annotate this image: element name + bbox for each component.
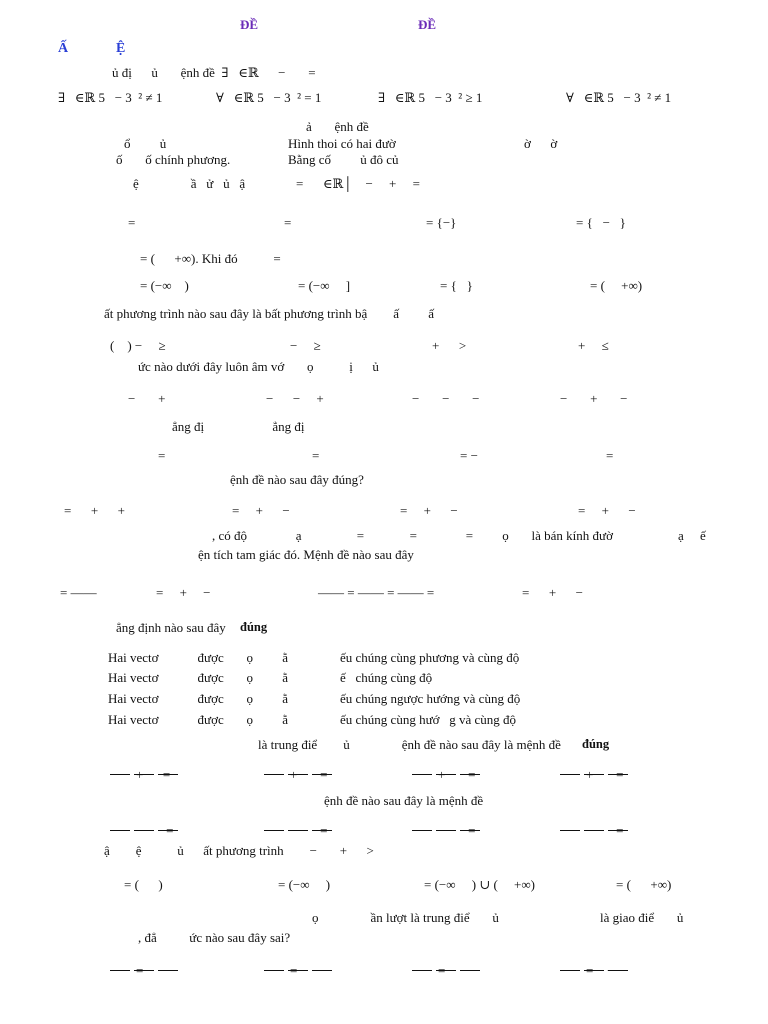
vector-operator: + = — [290, 767, 328, 782]
text-line: = + − — [578, 503, 636, 518]
text-line: ệ ầ ử ủ ậ — [133, 176, 246, 191]
text-line: ệnh đề nào sau đây đúng? — [230, 472, 364, 487]
text-line: ậ ệ ủ ất phương trình − + > — [104, 843, 374, 858]
vector-bars — [110, 960, 182, 978]
text-line: , có độ ạ = = = ọ là bán kính đườ ạ ế — [212, 528, 706, 543]
section-heading-b: Ệ — [116, 41, 126, 56]
text-line: ∀ ∈ℝ 5 − 3 ² = 1 — [216, 90, 322, 105]
text-line: = — [128, 215, 136, 230]
text-line: ( ) − ≥ — [110, 338, 166, 353]
text-line: − + — [128, 391, 166, 406]
text-line: = ( +∞) — [590, 278, 643, 293]
text-line: = — [312, 448, 320, 463]
text-line: − ≥ — [290, 338, 321, 353]
vector-operator: + = — [438, 767, 476, 782]
text-line: = — [606, 448, 614, 463]
text-line: = ∈ℝ│ − + = — [296, 176, 420, 191]
vector-operator: + = — [136, 767, 171, 782]
text-line: ất phương trình nào sau đây là bất phương trình bậ ấ ấ — [104, 306, 435, 321]
text-line: Hai vectơ được ọ ằ ế chúng cùng độ — [108, 670, 433, 685]
text-line: ọ ần lượt là trung điể ủ — [312, 910, 499, 925]
text-line: ẳng định nào sau đây — [116, 620, 230, 635]
vector-operator: = − — [438, 963, 456, 978]
vector-operator: − = — [586, 823, 624, 838]
text-line: , đẳ ức nào sau đây sai? — [138, 930, 291, 945]
text-line: ả ệnh đề — [306, 119, 369, 134]
section-heading-a: Ấ — [58, 41, 69, 56]
header-right: ĐỀ — [418, 17, 437, 32]
text-line: = ( ) — [124, 877, 163, 892]
text-line: ∃ ∈ℝ 5 − 3 ² ≠ 1 — [58, 90, 163, 105]
text-line: ức nào dưới đây luôn âm vớ ọ ị ủ — [138, 359, 379, 374]
text-line: = + − — [400, 503, 458, 518]
text-line: = (−∞ ] — [298, 278, 351, 293]
text-line: = + − — [232, 503, 290, 518]
header-left: ĐỀ — [240, 17, 259, 32]
text-line: Hai vectơ được ọ ằ ếu chúng cùng phương và cùng độ — [108, 650, 520, 665]
vector-operator: = − — [290, 963, 308, 978]
text-line: = — [284, 215, 292, 230]
text-line: là giao điể ủ — [600, 910, 684, 925]
text-line: = + − — [156, 585, 211, 600]
text-line: = — [158, 448, 166, 463]
text-line: Hai vectơ được ọ ằ ếu chúng cùng hướ g và cùng độ — [108, 712, 517, 727]
text-line: ẳng đị ẳng đị — [172, 419, 305, 434]
vector-operator: = − − — [586, 963, 615, 978]
text-line: = + − — [522, 585, 583, 600]
text-line: = ( +∞) — [616, 877, 672, 892]
text-line: = { − } — [576, 215, 626, 230]
text-line: ố ố chính phương. — [116, 152, 231, 167]
vector-operator: + = — [586, 767, 624, 782]
text-line: = { } — [440, 278, 473, 293]
text-line: ổ ủ — [124, 136, 167, 151]
text-line: Hình thoi có hai đườ — [288, 136, 396, 151]
text-line: − − + — [266, 391, 324, 406]
text-line: = ( +∞). Khi đó = — [140, 251, 281, 266]
text-line: Hai vectơ được ọ ằ ếu chúng ngược hướng và cùng độ — [108, 691, 521, 706]
text-line: ờ ờ — [524, 136, 558, 151]
bold-word-dung-1: đúng — [240, 620, 268, 634]
text-line: = (−∞ ) — [140, 278, 189, 293]
text-line: = —— — [60, 585, 97, 600]
vector-operator: − = — [136, 823, 174, 838]
text-line: —— = —— = —— = — [318, 585, 435, 600]
text-line: ∃ ∈ℝ 5 − 3 ² ≥ 1 — [378, 90, 483, 105]
vector-operator: − = — [290, 823, 328, 838]
vector-operator: = — [136, 963, 144, 978]
text-line: − + − — [560, 391, 628, 406]
text-line: ∀ ∈ℝ 5 − 3 ² ≠ 1 — [566, 90, 672, 105]
text-line: ủ đị ủ ệnh đề ∃ ∈ℝ − = — [112, 65, 316, 80]
vector-operator: − = — [438, 823, 476, 838]
text-line: − − − — [412, 391, 480, 406]
text-line: + > — [432, 338, 467, 353]
text-line: ệnh đề nào sau đây là mệnh đề — [324, 793, 484, 808]
text-line: = + + — [64, 503, 125, 518]
text-line: Bằng cố ủ đô củ — [288, 152, 399, 167]
text-line: ện tích tam giác đó. Mệnh đề nào sau đây — [198, 547, 414, 562]
bold-word-dung-2: đúng — [582, 737, 610, 751]
text-line: = (−∞ ) ∪ ( +∞) — [424, 877, 535, 892]
text-line: = {−} — [426, 215, 457, 230]
text-line: = (−∞ ) — [278, 877, 331, 892]
text-line: + ≤ — [578, 338, 609, 353]
text-line: là trung điể ủ ệnh đề nào sau đây là mệnh đề — [258, 737, 565, 752]
text-line: = − — [460, 448, 478, 463]
